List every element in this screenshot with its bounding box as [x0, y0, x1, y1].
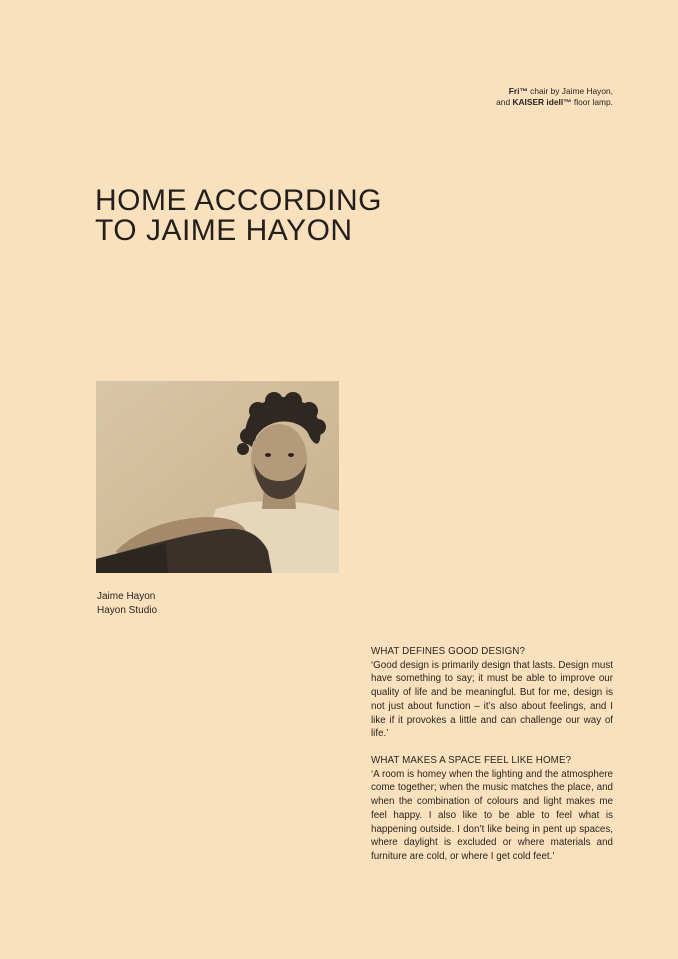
page-title [95, 186, 382, 246]
caption-product-fri: Fri™ [508, 86, 528, 96]
person-studio: Hayon Studio [97, 604, 158, 616]
title-line-2: TO JAIME HAYON [95, 214, 353, 247]
caption-line-2-rest: floor lamp. [571, 97, 613, 107]
interview-question: WHAT MAKES A SPACE FEEL LIKE HOME? [371, 755, 572, 766]
portrait-illustration [96, 381, 339, 573]
person-credit [97, 590, 157, 617]
photo-credit-caption [496, 86, 613, 108]
title-line-1: HOME ACCORDING [95, 184, 383, 217]
interview-block [371, 645, 613, 741]
caption-product-kaiser: KAISER idell™ [512, 97, 572, 107]
portrait-photo [96, 381, 339, 573]
interview-answer: ‘Good design is primarily design that lasts. Design must have something to say; it must be able to improve our quality of life and be meaningful. But for me, design is not just about function – it’s also about feelings, and I like if it provokes a little and can challenge our way of life.’ [371, 659, 613, 740]
caption-line-2-pre: and [496, 97, 513, 107]
person-name: Jaime Hayon [97, 591, 156, 602]
interview-block [371, 754, 613, 864]
interview-answer: ‘A room is homey when the lighting and the atmosphere come together; when the music matches the place, and when the combination of colours and light makes me feel happy. I also like to be able to feel what is happening outside. I don’t like being in pent up spaces, where daylight is excluded or where materials and furniture are cold, or where I get cold feet.’ [371, 768, 613, 862]
interview-question: WHAT DEFINES GOOD DESIGN? [371, 646, 526, 657]
caption-line-2 [496, 97, 613, 108]
caption-line-1 [496, 86, 613, 97]
caption-line-1-rest: chair by Jaime Hayon, [527, 86, 613, 96]
